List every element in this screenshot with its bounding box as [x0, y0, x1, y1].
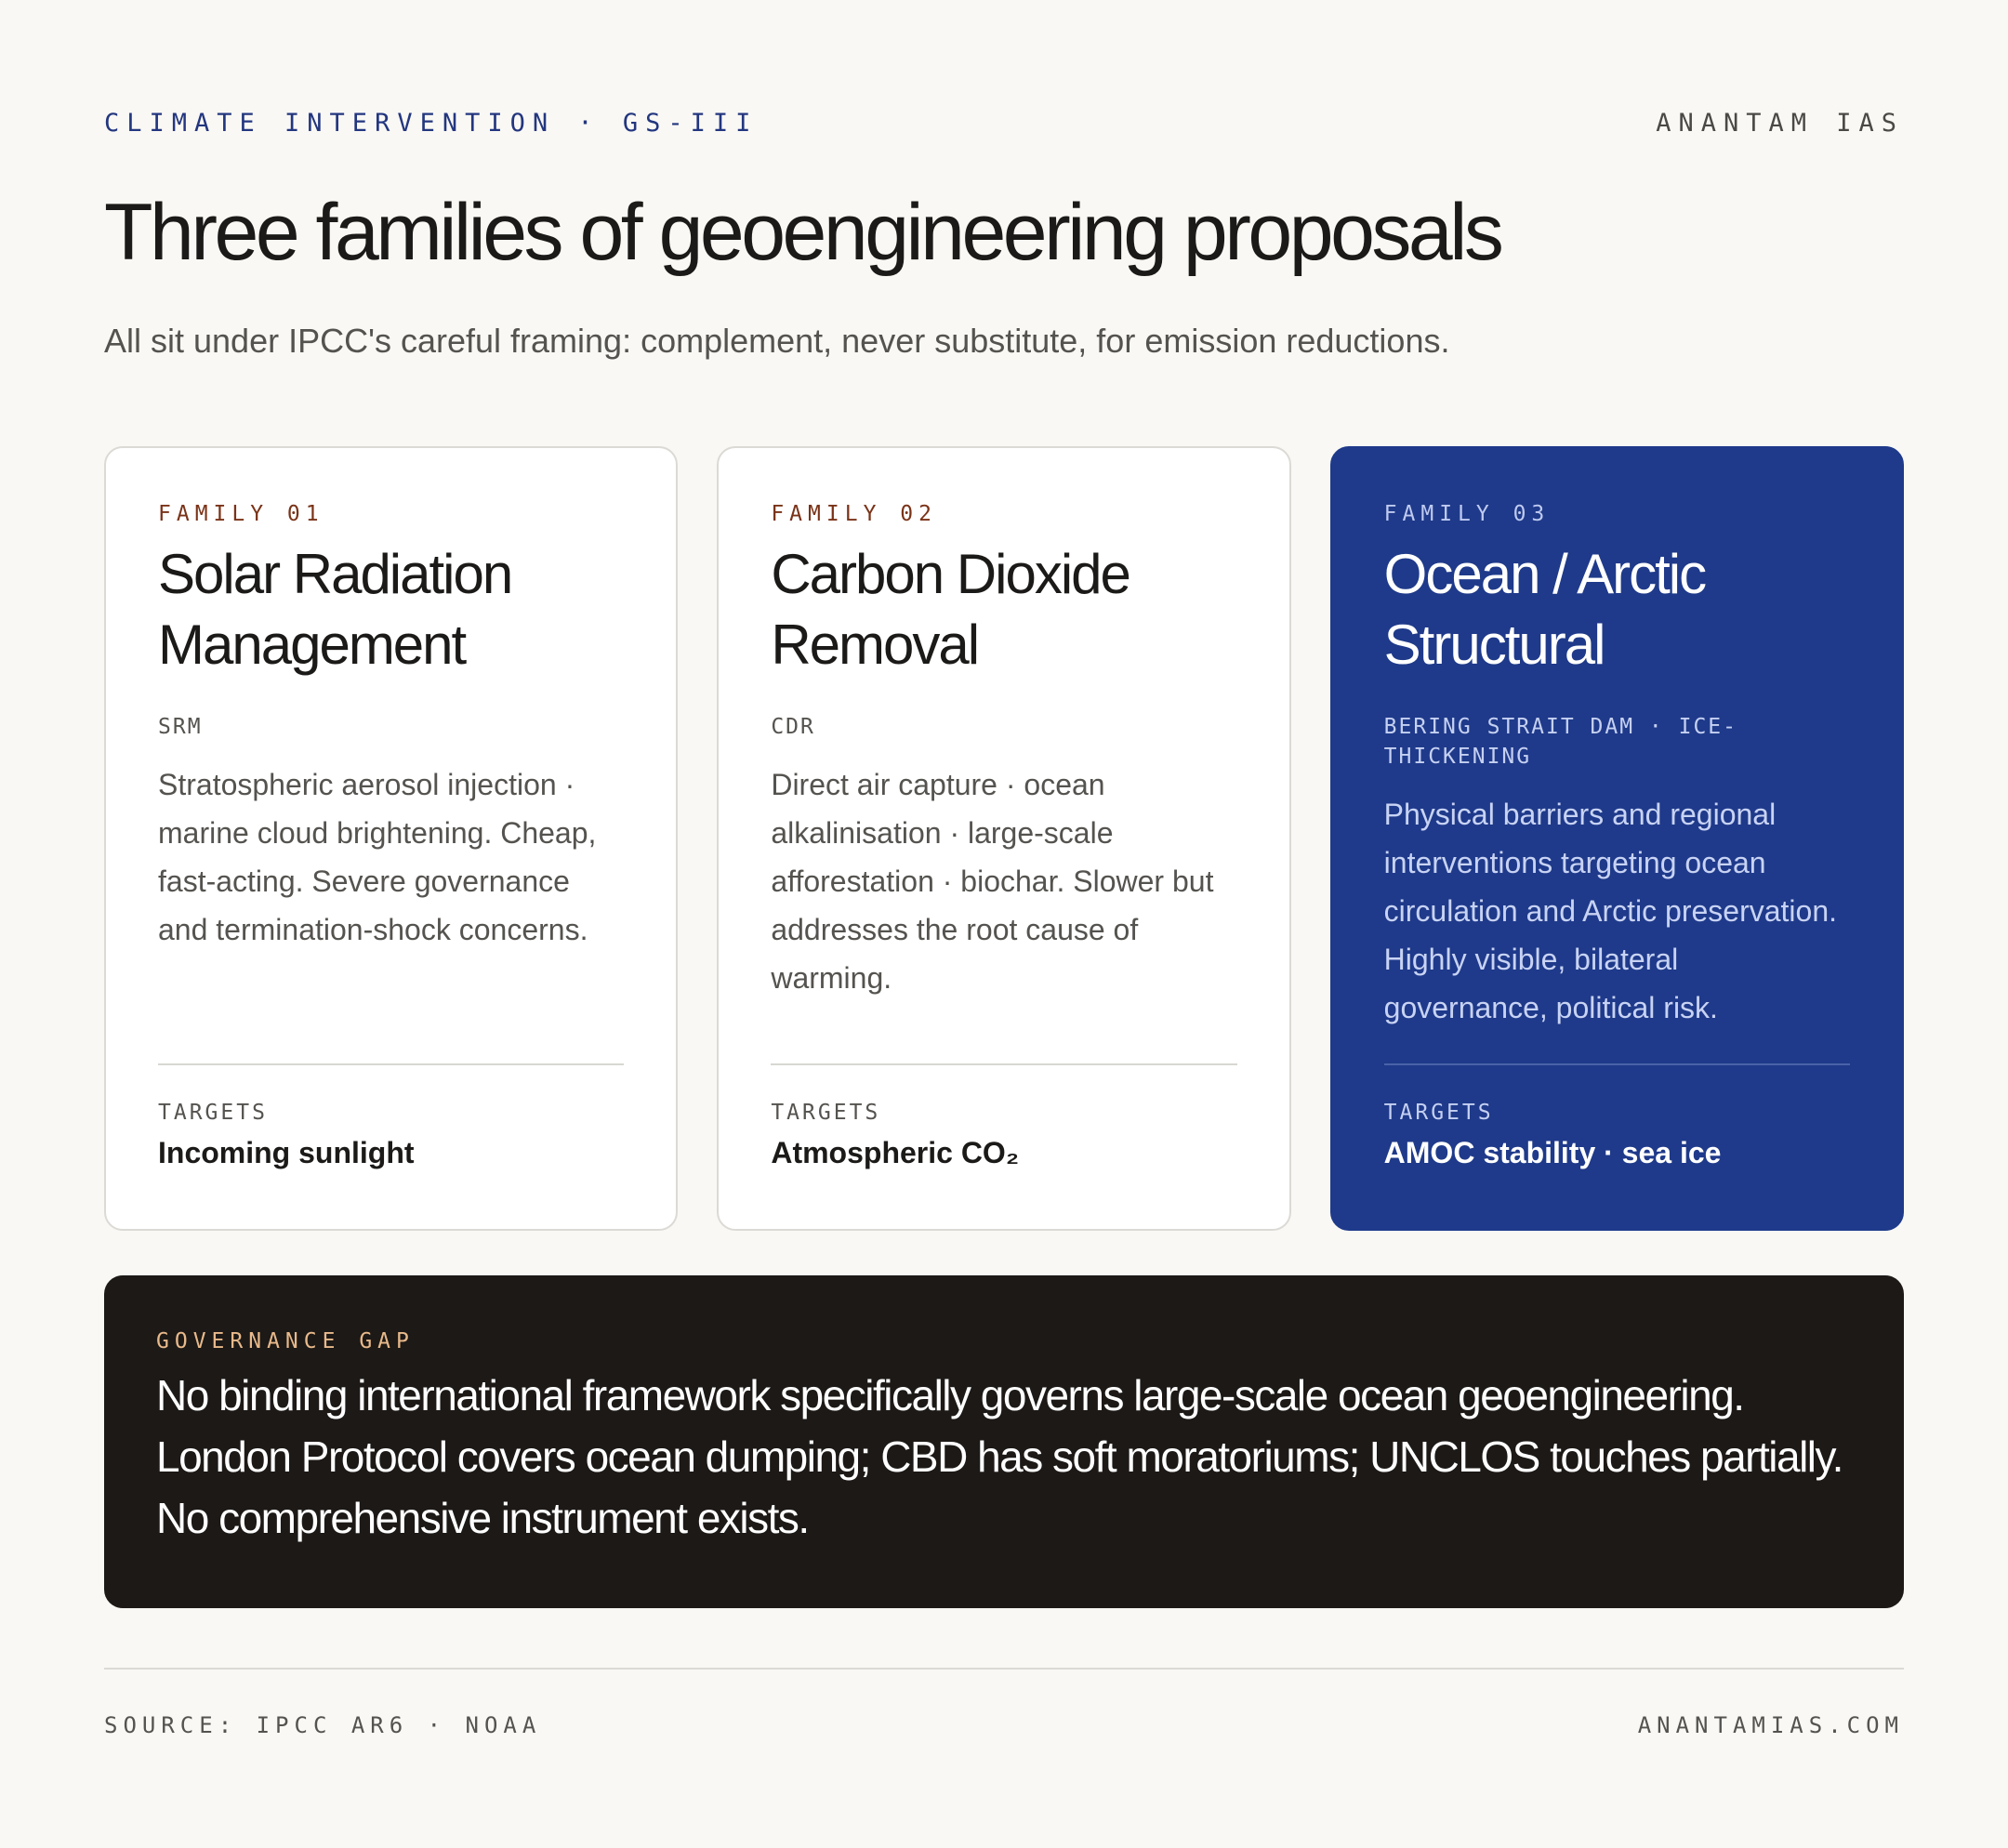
footer-divider: [104, 1668, 1904, 1670]
family-cards: [104, 446, 1904, 1231]
family-number: FAMILY 03: [1383, 502, 1551, 526]
governance-gap-label: GOVERNANCE GAP: [156, 1329, 415, 1353]
family-abbreviation: SRM: [158, 715, 203, 739]
family-card-srm: [104, 446, 678, 1231]
family-name-line: Management: [158, 614, 466, 676]
family-number: FAMILY 02: [771, 502, 937, 526]
card-divider: [158, 1063, 624, 1065]
source-note: SOURCE: IPCC AR6 · NOAA: [104, 1712, 542, 1738]
governance-gap-panel: [104, 1275, 1904, 1608]
family-name-line: Structural: [1383, 614, 1605, 676]
family-name-line: Solar Radiation: [158, 543, 512, 605]
family-name: [771, 539, 1236, 680]
family-abbreviation: CDR: [771, 715, 815, 739]
footer: [104, 1712, 1904, 1738]
targets-value: Incoming sunlight: [158, 1136, 415, 1169]
brand-label: ANANTAM IAS: [1656, 108, 1904, 138]
family-name-line: Carbon Dioxide: [771, 543, 1130, 605]
website-label: ANANTAMIAS.COM: [1637, 1712, 1904, 1738]
family-card-ocean-arctic: [1330, 446, 1904, 1231]
family-name-line: Ocean / Arctic: [1383, 543, 1706, 605]
governance-gap-text: No binding international framework specifically governs large-scale ocean geoengineering. London Protocol covers ocean dumping; CBD has soft moratoriums; UNCLOS touches partially. No comprehensive instrument exists.: [156, 1371, 1843, 1542]
targets-label: TARGETS: [771, 1101, 881, 1125]
card-divider: [771, 1063, 1236, 1065]
family-name: [1384, 539, 1850, 680]
section-kicker: CLIMATE INTERVENTION · GS-III: [104, 108, 759, 138]
family-card-cdr: [717, 446, 1290, 1231]
targets-value: Atmospheric CO₂: [771, 1136, 1020, 1169]
header-bar: [104, 104, 1904, 141]
targets-value: AMOC stability · sea ice: [1383, 1136, 1722, 1169]
family-description: Physical barriers and regional interventions targeting ocean circulation and Arctic preservation. Highly visible, bilateral governance, political risk.: [1383, 798, 1837, 1024]
family-name: [158, 539, 624, 680]
targets-label: TARGETS: [1383, 1101, 1494, 1125]
page-title: Three families of geoengineering proposals: [104, 188, 1501, 277]
family-abbreviation: BERING STRAIT DAM · ICE-THICKENING: [1383, 715, 1737, 769]
page-subtitle: All sit under IPCC's careful framing: complement, never substitute, for emission reductions.: [104, 322, 1450, 360]
card-divider: [1384, 1063, 1850, 1065]
family-number: FAMILY 01: [158, 502, 324, 526]
targets-label: TARGETS: [158, 1101, 268, 1125]
family-description: Direct air capture · ocean alkalinisation · large-scale afforestation · biochar. Slower but addresses the root cause of warming.: [771, 768, 1214, 995]
family-description: Stratospheric aerosol injection · marine cloud brightening. Cheap, fast-acting. Severe governance and termination-shock concerns.: [158, 768, 597, 946]
family-name-line: Removal: [771, 614, 979, 676]
